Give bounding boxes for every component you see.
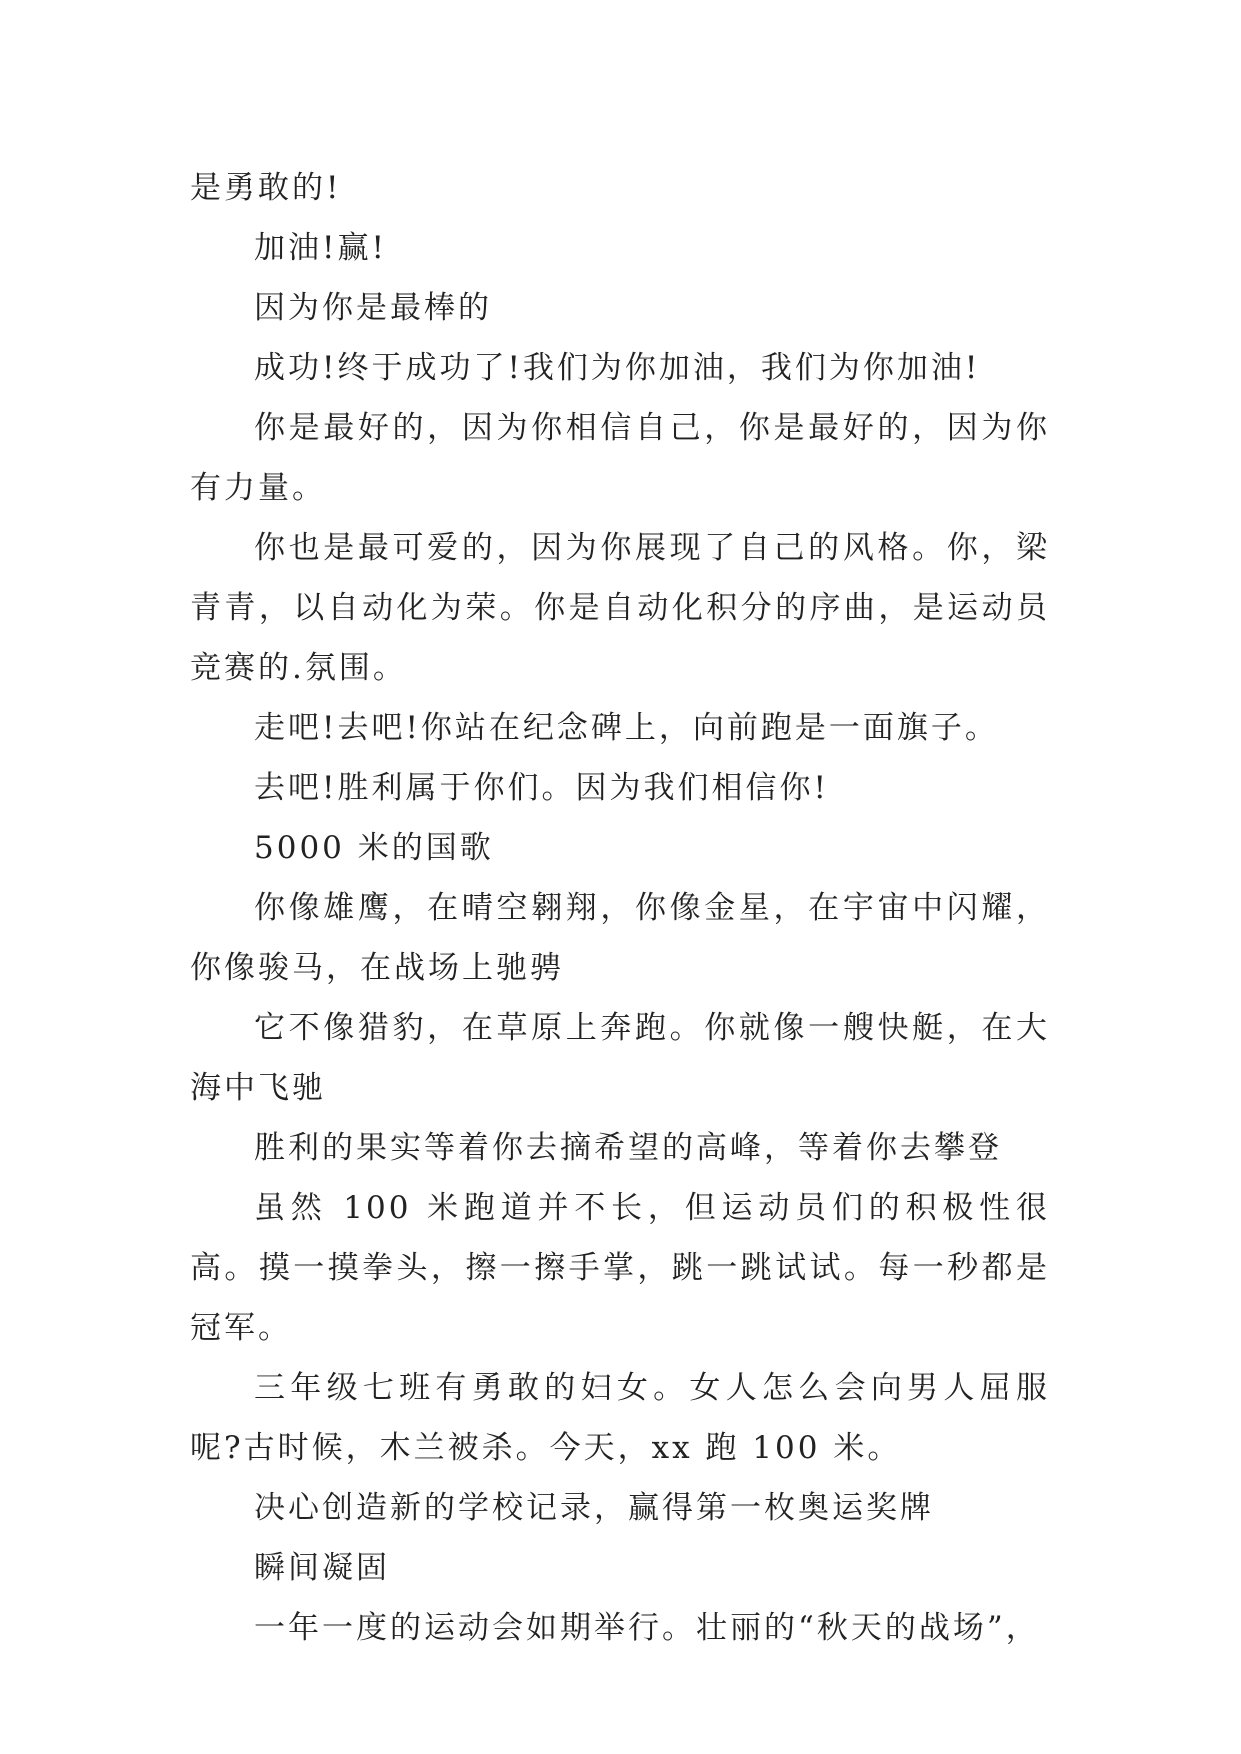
paragraph: 成功!终于成功了!我们为你加油，我们为你加油! [254, 350, 981, 386]
paragraph: 因为你是最棒的 [254, 290, 492, 326]
section-heading: 5000 米的国歌 [254, 830, 494, 866]
paragraph: 你也是最可爱的，因为你展现了自己的风格。你，梁青青，以自动化为荣。你是自动化积分的序曲，是运动员竞赛的.氛围。 [190, 530, 1050, 686]
section-heading: 瞬间凝固 [254, 1550, 390, 1586]
paragraph: 一年一度的运动会如期举行。壮丽的“秋天的战场”， [254, 1610, 1040, 1646]
paragraph: 决心创造新的学校记录，赢得第一枚奥运奖牌 [254, 1490, 934, 1526]
paragraph: 三年级七班有勇敢的妇女。女人怎么会向男人屈服呢?古时候，木兰被杀。今天，xx 跑 100 米。 [190, 1370, 1050, 1466]
paragraph: 你像雄鹰，在晴空翱翔，你像金星，在宇宙中闪耀，你像骏马，在战场上驰骋 [190, 890, 1050, 986]
paragraph: 加油!赢! [254, 230, 387, 266]
document-body [190, 158, 1050, 1658]
paragraph: 你是最好的，因为你相信自己，你是最好的，因为你有力量。 [190, 410, 1050, 506]
paragraph: 走吧!去吧!你站在纪念碑上，向前跑是一面旗子。 [254, 710, 999, 746]
paragraph: 虽然 100 米跑道并不长，但运动员们的积极性很高。摸一摸拳头，擦一擦手掌，跳一跳试试。每一秒都是冠军。 [190, 1190, 1050, 1346]
paragraph: 是勇敢的! [190, 170, 342, 206]
paragraph: 它不像猎豹，在草原上奔跑。你就像一艘快艇，在大海中飞驰 [190, 1010, 1050, 1106]
paragraph: 胜利的果实等着你去摘希望的高峰，等着你去攀登 [254, 1130, 1002, 1166]
paragraph: 去吧!胜利属于你们。因为我们相信你! [254, 770, 829, 806]
